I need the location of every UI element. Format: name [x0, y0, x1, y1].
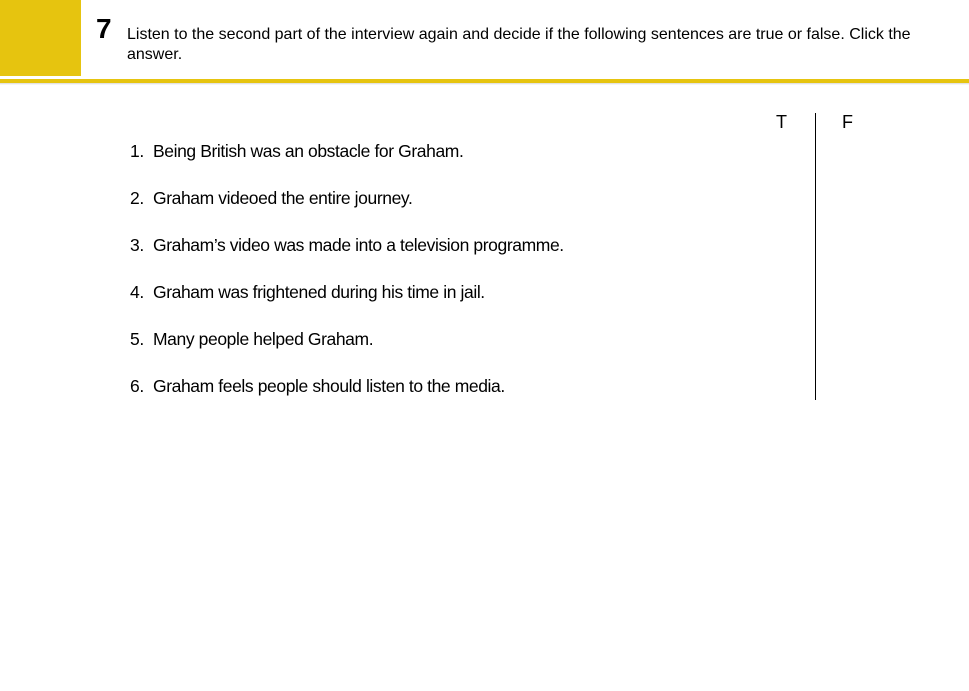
- statement-item: [130, 280, 564, 327]
- answer-true-3[interactable]: [756, 229, 806, 263]
- answer-false-5[interactable]: [822, 323, 872, 357]
- statement-item: [130, 186, 564, 233]
- answer-true-6[interactable]: [756, 370, 806, 404]
- false-column-header: F: [842, 112, 853, 132]
- statement-item: [130, 233, 564, 280]
- statement-number: 3.: [130, 235, 144, 255]
- statement-text: Graham feels people should listen to the media.: [153, 376, 505, 396]
- statement-text: Being British was an obstacle for Graham.: [153, 141, 464, 161]
- exercise-number: 7: [96, 13, 112, 44]
- statement-number: 5.: [130, 329, 144, 349]
- statement-text: Graham’s video was made into a television programme.: [153, 235, 564, 255]
- header-accent-block: [0, 0, 81, 76]
- answer-true-5[interactable]: [756, 323, 806, 357]
- answer-true-1[interactable]: [756, 135, 806, 169]
- statement-text: Many people helped Graham.: [153, 329, 374, 349]
- statement-number: 1.: [130, 141, 144, 161]
- answer-false-6[interactable]: [822, 370, 872, 404]
- answer-true-4[interactable]: [756, 276, 806, 310]
- answer-false-1[interactable]: [822, 135, 872, 169]
- statement-item: [130, 327, 564, 374]
- statement-item: [130, 139, 564, 186]
- header-shadow: [0, 83, 969, 85]
- true-column-header: T: [776, 112, 787, 132]
- answer-false-2[interactable]: [822, 182, 872, 216]
- statement-text: Graham videoed the entire journey.: [153, 188, 413, 208]
- answer-false-3[interactable]: [822, 229, 872, 263]
- answer-false-4[interactable]: [822, 276, 872, 310]
- statement-list: [130, 139, 564, 421]
- column-divider: [815, 113, 816, 400]
- statement-item: [130, 374, 564, 421]
- exercise-instructions: Listen to the second part of the interview again and decide if the following sentences are true or false. Click the answer.: [127, 26, 911, 63]
- answer-true-2[interactable]: [756, 182, 806, 216]
- statement-number: 4.: [130, 282, 144, 302]
- statement-text: Graham was frightened during his time in jail.: [153, 282, 485, 302]
- statement-number: 2.: [130, 188, 144, 208]
- statement-number: 6.: [130, 376, 144, 396]
